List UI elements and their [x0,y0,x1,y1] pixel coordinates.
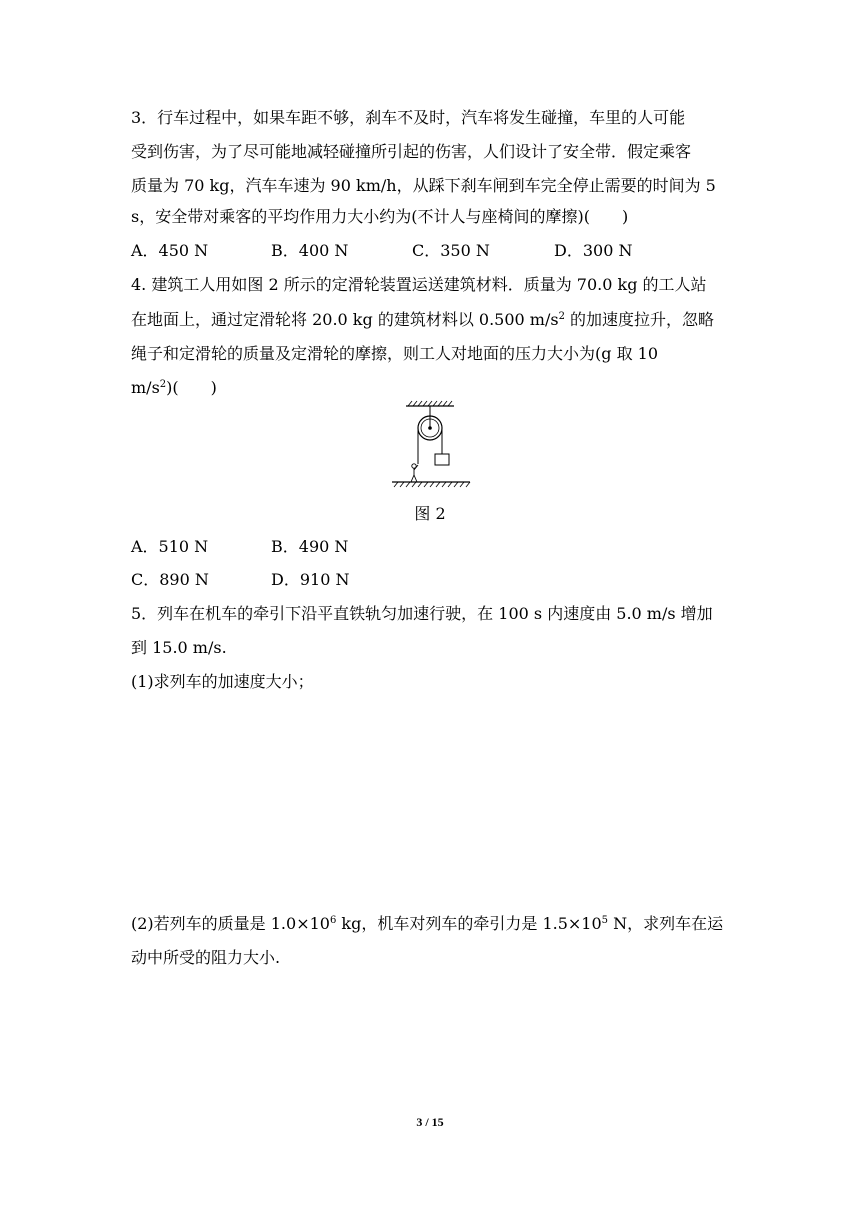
q4-line-3: 绳子和定滑轮的质量及定滑轮的摩擦，则工人对地面的压力大小为(g 取 10 [131,344,659,363]
q5-part-2-exponent-1: 6 [329,915,337,926]
q3-line-4: s，安全带对乘客的平均作用力大小约为(不计人与座椅间的摩擦)( ) [131,207,629,226]
worker-figure [411,464,418,482]
q5-part-1: (1)求列车的加速度大小； [131,672,314,691]
q3-option-a: A．450 N [131,241,209,260]
q3-option-b: B．400 N [271,241,349,260]
q3-line-1: 3．行车过程中，如果车距不够，刹车不及时，汽车将发生碰撞，车里的人可能 [131,108,686,127]
q4-option-a: A．510 N [131,537,209,556]
q5-part-2-text-b: kg，机车对列车的牵引力是 1.5×10 [336,914,602,933]
q4-line-2-text-end: 的加速度拉升，忽略 [564,310,715,329]
q5-line-1: 5．列车在机车的牵引下沿平直铁轨匀加速行驶，在 100 s 内速度由 5.0 m/s 增加 [131,604,713,623]
q5-part-2-text-a: (2)若列车的质量是 1.0×10 [131,914,330,933]
material-box [435,454,449,465]
q5-part-2 [131,914,723,934]
pulley-axle [428,426,432,430]
q3-option-c: C．350 N [412,241,490,260]
q4-line-4 [131,378,217,398]
q4-option-d: D．910 N [271,570,350,589]
q4-line-2-text: 在地面上，通过定滑轮将 20.0 kg 的建筑材料以 0.500 m/s [131,310,559,329]
q4-line-1: 4. 建筑工人用如图 2 所示的定滑轮装置运送建筑材料．质量为 70.0 kg 的工人站 [131,275,707,294]
pulley-diagram [388,398,472,490]
q4-line-2 [131,310,714,330]
q5-part-2-line-2: 动中所受的阻力大小. [131,948,281,967]
q4-line-2-exponent: 2 [558,311,565,322]
q4-option-c: C．890 N [131,570,209,589]
figure-caption: 图 2 [414,504,446,523]
q4-line-4-exponent: 2 [159,379,167,390]
q4-line-4-text: m/s [131,378,160,397]
q5-part-2-text-c: N，求列车在运 [608,914,724,933]
page-number: 3 / 15 [416,1115,444,1129]
q4-option-b: B．490 N [271,537,349,556]
ceiling-hatching [408,401,452,406]
q5-line-2: 到 15.0 m/s. [131,638,227,657]
q4-line-4-text-end: )( ) [166,378,217,397]
q5-part-2-exponent-2: 5 [601,915,609,926]
ground-hatching [394,482,470,487]
q3-line-3: 质量为 70 kg，汽车车速为 90 km/h，从踩下刹车闸到车完全停止需要的时间为 5 [131,176,716,195]
q3-line-2: 受到伤害，为了尽可能地减轻碰撞所引起的伤害，人们设计了安全带．假定乘客 [131,142,692,161]
q3-option-d: D．300 N [554,241,633,260]
